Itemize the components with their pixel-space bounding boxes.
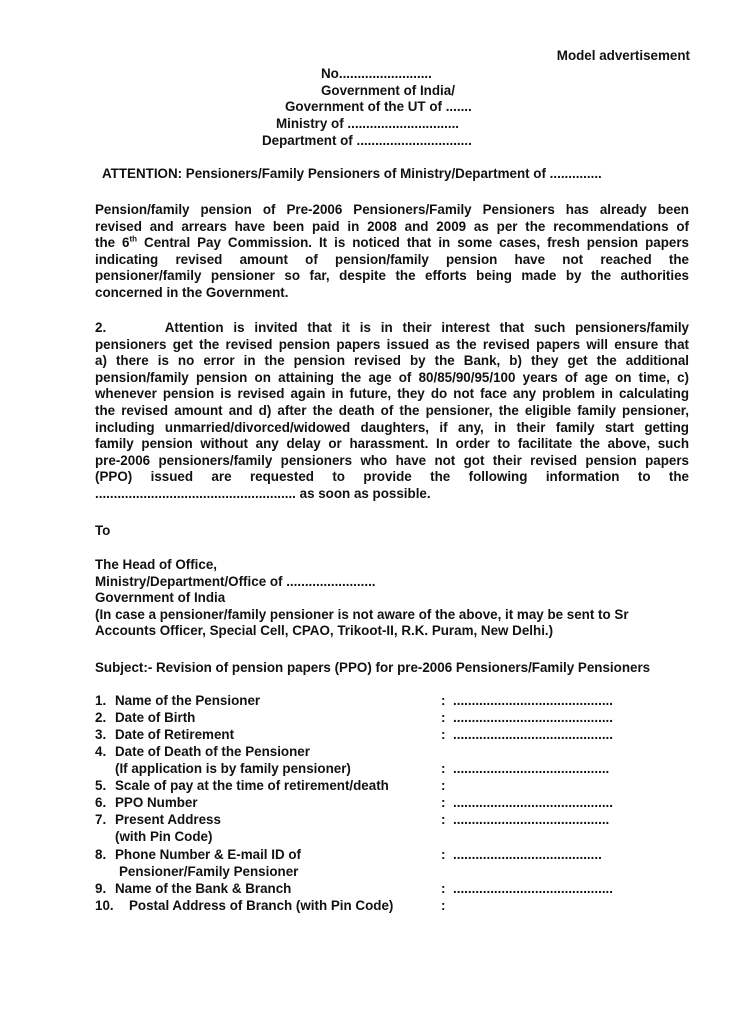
paragraph-1-text: Central Pay Commission. It is noticed that in some cases, fresh pension papers: [137, 235, 689, 251]
field-number: 1.: [95, 693, 107, 708]
to-label: To: [95, 523, 111, 538]
address-note: Accounts Officer, Special Cell, CPAO, Trikoot-II, R.K. Puram, New Delhi.): [95, 623, 554, 639]
header-government-line: Government of India/: [321, 83, 455, 98]
field-row-address: [95, 812, 685, 829]
field-colon: :: [441, 881, 446, 896]
paragraph-2-line: (PPO) issued are requested to provide the following information to the: [95, 469, 689, 485]
field-row-phone-sub: [95, 864, 685, 881]
field-row-branch-address: [95, 898, 685, 915]
address-line: Government of India: [95, 590, 226, 606]
field-label: PPO Number: [115, 795, 198, 810]
field-row-name: [95, 693, 685, 710]
field-blank[interactable]: ........................................: [453, 847, 602, 862]
attention-heading: ATTENTION: Pensioners/Family Pensioners of Ministry/Department of ..............: [102, 166, 602, 181]
paragraph-1-line: Pension/family pension of Pre-2006 Pensioners/Family Pensioners has already been: [95, 202, 689, 217]
field-number: 7.: [95, 812, 107, 827]
field-label: Date of Birth: [115, 710, 196, 725]
field-row-address-sub: [95, 829, 685, 846]
field-blank[interactable]: ...........................................: [453, 795, 613, 810]
field-label: Date of Death of the Pensioner: [115, 744, 310, 759]
paragraph-2-line: a) there is no error in the pension revised by the Bank, b) they get the additional: [95, 353, 689, 369]
field-number: 8.: [95, 847, 107, 862]
field-number: 6.: [95, 795, 107, 810]
field-sublabel: (with Pin Code): [115, 829, 213, 844]
model-advertisement-label: Model advertisement: [556, 48, 690, 63]
field-row-death-sub: [95, 761, 685, 778]
field-row-dob: [95, 710, 685, 727]
field-label: Date of Retirement: [115, 727, 235, 742]
paragraph-2-line: pensioners get the revised pension papers issued as the revised papers will ensure that: [95, 336, 689, 352]
paragraph-1-line: indicating revised amount of pension/family pension have not reached the: [95, 251, 689, 267]
field-blank[interactable]: ...........................................: [453, 710, 613, 725]
field-colon: :: [441, 847, 446, 862]
field-blank[interactable]: ..........................................: [453, 812, 610, 827]
field-blank[interactable]: ...........................................: [453, 881, 613, 896]
paragraph-1-text: the 6: [95, 235, 130, 251]
paragraph-1-line: [95, 235, 689, 252]
field-colon: :: [441, 898, 446, 913]
paragraph-2-line: including unmarried/divorced/widowed daughters, if any, in their family start getting: [95, 419, 689, 435]
paragraph-1-line: revised and arrears have been paid in 2008 and 2009 as per the recommendations of: [95, 218, 689, 234]
paragraph-2-line: pre-2006 pensioners/family pensioners who have not got their revised pension papers: [95, 452, 689, 468]
field-label: Phone Number & E-mail ID of: [115, 847, 301, 862]
field-colon: :: [441, 795, 446, 810]
field-number: 5.: [95, 778, 107, 793]
field-row-death: [95, 744, 685, 761]
paragraph-2-line: the revised amount and d) after the death of the pensioner, the eligible family pensioner,: [95, 402, 689, 418]
field-sublabel: Pensioner/Family Pensioner: [119, 864, 299, 879]
paragraph-1: [95, 202, 689, 302]
address-block: [95, 557, 689, 640]
field-number: 10.: [95, 898, 114, 913]
field-sublabel: (If application is by family pensioner): [115, 761, 351, 776]
field-number: 3.: [95, 727, 107, 742]
address-note: (In case a pensioner/family pensioner is not aware of the above, it may be sent to Sr: [95, 606, 629, 622]
field-label: Scale of pay at the time of retirement/death: [115, 778, 389, 793]
field-blank[interactable]: ...........................................: [453, 727, 613, 742]
paragraph-2-line: 2. Attention is invited that it is in their interest that such pensioners/family: [95, 320, 689, 335]
field-number: 4.: [95, 744, 107, 759]
subject-line: Subject:- Revision of pension papers (PPO) for pre-2006 Pensioners/Family Pensioners: [95, 660, 651, 675]
header-number-line: No.........................: [321, 66, 432, 81]
field-row-phone: [95, 847, 685, 864]
header-ministry-line: Ministry of ..............................: [276, 116, 460, 131]
field-label: Postal Address of Branch (with Pin Code): [129, 898, 394, 913]
field-row-scale: [95, 778, 685, 795]
address-line: Ministry/Department/Office of ........................: [95, 573, 376, 589]
field-colon: :: [441, 710, 446, 725]
field-label: Name of the Bank & Branch: [115, 881, 292, 896]
field-label: Present Address: [115, 812, 221, 827]
field-row-bank: [95, 881, 685, 898]
paragraph-1-line: concerned in the Government.: [95, 284, 289, 300]
field-colon: :: [441, 812, 446, 827]
field-blank[interactable]: ...........................................: [453, 693, 613, 708]
paragraph-2-line: pension/family pension on attaining the age of 80/85/90/95/100 years of age on time, c): [95, 369, 689, 385]
header-ut-line: Government of the UT of .......: [285, 99, 472, 114]
paragraph-2-line: family pension without any delay or harassment. In order to facilitate the above, such: [95, 436, 689, 452]
field-colon: :: [441, 693, 446, 708]
field-colon: :: [441, 761, 446, 776]
field-blank[interactable]: ..........................................: [453, 761, 610, 776]
field-number: 9.: [95, 881, 107, 896]
paragraph-2: [95, 320, 689, 503]
superscript-th: th: [129, 234, 138, 244]
field-colon: :: [441, 727, 446, 742]
field-number: 2.: [95, 710, 107, 725]
address-line: The Head of Office,: [95, 557, 218, 572]
paragraph-2-line: whenever pension is revised again in future, they do not face any problem in calculating: [95, 386, 689, 402]
field-row-retirement: [95, 727, 685, 744]
paragraph-1-line: pensioner/family pensioner so far, despite the efforts being made by the authorities: [95, 268, 689, 284]
field-row-ppo: [95, 795, 685, 812]
paragraph-2-line: ...................................................... as soon as possible.: [95, 485, 431, 501]
field-colon: :: [441, 778, 446, 793]
field-label: Name of the Pensioner: [115, 693, 261, 708]
header-department-line: Department of ...............................: [262, 133, 472, 148]
